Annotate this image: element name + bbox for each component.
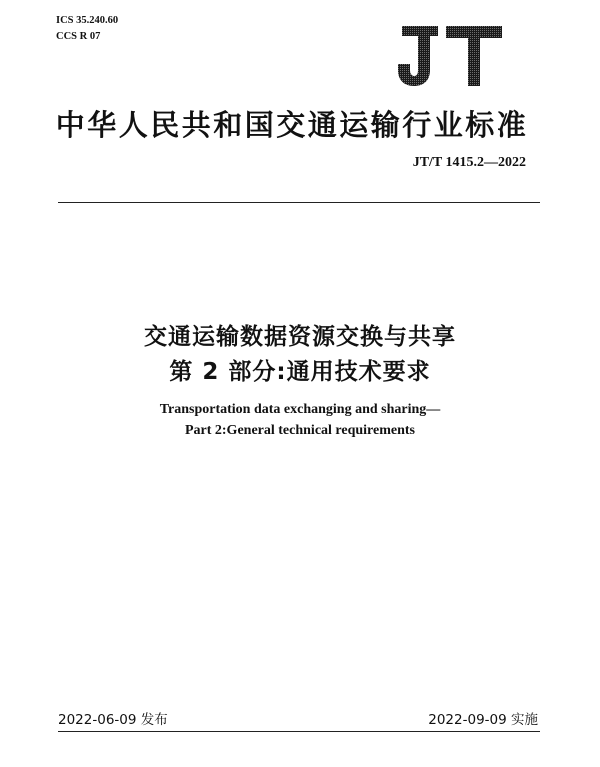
classification-codes	[56, 13, 118, 45]
title-english-line-1: Transportation data exchanging and sharing—	[159, 402, 441, 417]
issue-date: 2022-06-09 发布	[58, 712, 168, 728]
title-english-line-2: Part 2:General technical requirements	[184, 423, 416, 438]
standard-number: JT/T 1415.2—2022	[412, 155, 526, 170]
issuing-organization: 中华人民共和国交通运输行业标准	[55, 108, 529, 142]
header-divider	[58, 202, 540, 203]
jt-logo-icon	[396, 24, 506, 88]
ccs-code: CCS R 07	[56, 31, 101, 42]
title-chinese-line-2: 第 2 部分:通用技术要求	[169, 359, 431, 385]
implementation-date: 2022-09-09 实施	[428, 712, 538, 728]
ics-code: ICS 35.240.60	[56, 15, 119, 26]
footer-divider	[58, 731, 540, 732]
title-chinese-line-1: 交通运输数据资源交换与共享	[144, 324, 456, 350]
